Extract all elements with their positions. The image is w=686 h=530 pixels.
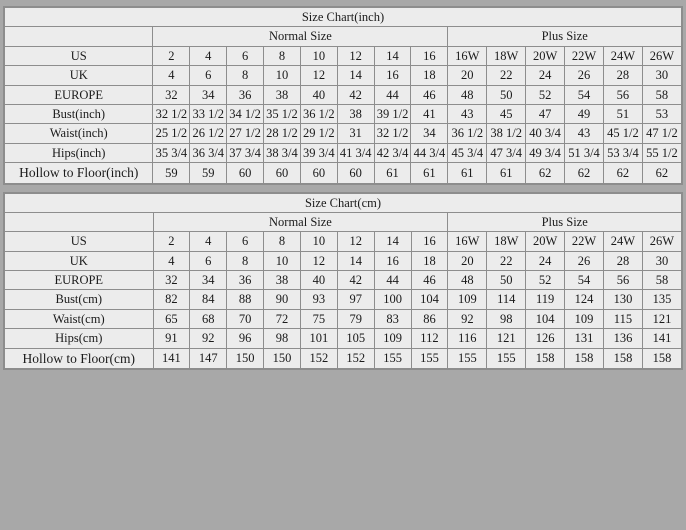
cell: 121 [642, 309, 681, 328]
cell: 28 1/2 [264, 124, 301, 143]
cell: 155 [448, 348, 487, 369]
cell: 105 [337, 329, 374, 348]
cell: 93 [300, 290, 337, 309]
row-label-bust: Bust(cm) [5, 290, 154, 309]
cell: 4 [153, 66, 190, 85]
cell: 121 [487, 329, 526, 348]
row-label-waist: Waist(inch) [5, 124, 153, 143]
row-label-hips: Hips(inch) [5, 143, 153, 162]
cell: 100 [374, 290, 411, 309]
cell: 115 [604, 309, 643, 328]
cell: 135 [642, 290, 681, 309]
cell: 35 1/2 [264, 104, 301, 123]
chart-title: Size Chart(inch) [5, 8, 682, 27]
row-label-hips: Hips(cm) [5, 329, 154, 348]
cell: 30 [642, 66, 681, 85]
cell: 86 [411, 309, 448, 328]
cell: 62 [642, 163, 681, 184]
row-label-europe: EUROPE [5, 85, 153, 104]
table-row [5, 143, 682, 162]
cell: 20 [448, 251, 487, 270]
cell: 25 1/2 [153, 124, 190, 143]
cell: 22W [565, 46, 604, 65]
group-header-normal: Normal Size [153, 27, 448, 46]
cell: 38 [264, 271, 301, 290]
cell: 51 3/4 [565, 143, 604, 162]
table-row [5, 251, 682, 270]
cell: 68 [190, 309, 227, 328]
cell: 124 [565, 290, 604, 309]
cell: 65 [153, 309, 190, 328]
cell: 18W [487, 232, 526, 251]
cell: 8 [227, 66, 264, 85]
cell: 61 [487, 163, 526, 184]
group-header-normal: Normal Size [153, 212, 448, 231]
cell: 54 [565, 85, 604, 104]
cell: 56 [604, 271, 643, 290]
cell: 49 [565, 104, 604, 123]
cell: 22W [565, 232, 604, 251]
cell: 22 [487, 251, 526, 270]
cell: 4 [190, 232, 227, 251]
corner-cell [5, 27, 153, 46]
cell: 26W [642, 46, 681, 65]
table-row [5, 348, 682, 369]
cell: 37 3/4 [227, 143, 264, 162]
cell: 34 [411, 124, 448, 143]
cell: 10 [264, 66, 301, 85]
cell: 48 [448, 271, 487, 290]
cell: 158 [526, 348, 565, 369]
cell: 31 [337, 124, 374, 143]
cell: 4 [153, 251, 190, 270]
cell: 49 3/4 [526, 143, 565, 162]
cell: 53 3/4 [603, 143, 642, 162]
cell: 61 [411, 163, 448, 184]
cell: 51 [603, 104, 642, 123]
cell: 92 [190, 329, 227, 348]
cell: 34 [190, 271, 227, 290]
cell: 109 [565, 309, 604, 328]
cell: 47 [526, 104, 565, 123]
cell: 98 [264, 329, 301, 348]
cell: 16 [374, 66, 411, 85]
cell: 38 1/2 [487, 124, 526, 143]
cell: 126 [526, 329, 565, 348]
table-row [5, 271, 682, 290]
cell: 158 [604, 348, 643, 369]
cell: 60 [300, 163, 337, 184]
cell: 158 [642, 348, 681, 369]
cell: 8 [264, 46, 301, 65]
cell: 16 [374, 251, 411, 270]
cell: 14 [374, 46, 411, 65]
cell: 46 [411, 85, 448, 104]
cell: 136 [604, 329, 643, 348]
cell: 62 [603, 163, 642, 184]
table-row [5, 232, 682, 251]
cell: 109 [374, 329, 411, 348]
row-label-us: US [5, 46, 153, 65]
cell: 14 [374, 232, 411, 251]
row-label-us: US [5, 232, 154, 251]
cell: 43 [448, 104, 487, 123]
cell: 6 [227, 46, 264, 65]
cell: 112 [411, 329, 448, 348]
cell: 40 3/4 [526, 124, 565, 143]
cell: 60 [337, 163, 374, 184]
cell: 62 [565, 163, 604, 184]
cell: 62 [526, 163, 565, 184]
cell: 24W [603, 46, 642, 65]
cell: 88 [227, 290, 264, 309]
cell: 44 3/4 [411, 143, 448, 162]
cell: 48 [448, 85, 487, 104]
table-row [5, 104, 682, 123]
cell: 155 [411, 348, 448, 369]
cell: 141 [642, 329, 681, 348]
cell: 56 [603, 85, 642, 104]
cell: 104 [526, 309, 565, 328]
row-label-hollow-to-floor: Hollow to Floor(cm) [5, 348, 154, 369]
corner-cell [5, 212, 154, 231]
cell: 70 [227, 309, 264, 328]
cell: 34 1/2 [227, 104, 264, 123]
cell: 16W [448, 46, 487, 65]
cell: 40 [300, 85, 337, 104]
cell: 92 [448, 309, 487, 328]
cell: 16 [411, 232, 448, 251]
cell: 32 1/2 [153, 104, 190, 123]
cell: 38 [337, 104, 374, 123]
cell: 32 [153, 271, 190, 290]
cell: 45 3/4 [448, 143, 487, 162]
cell: 119 [526, 290, 565, 309]
cell: 55 1/2 [642, 143, 681, 162]
cell: 155 [374, 348, 411, 369]
cell: 47 3/4 [487, 143, 526, 162]
cell: 20 [448, 66, 487, 85]
table-row [5, 290, 682, 309]
cell: 61 [448, 163, 487, 184]
cell: 36 3/4 [190, 143, 227, 162]
cell: 84 [190, 290, 227, 309]
chart-title-row [5, 8, 682, 27]
cell: 41 3/4 [337, 143, 374, 162]
table-row [5, 329, 682, 348]
cell: 58 [642, 85, 681, 104]
cell: 42 [337, 271, 374, 290]
row-label-hollow-to-floor: Hollow to Floor(inch) [5, 163, 153, 184]
cell: 61 [374, 163, 411, 184]
cell: 150 [264, 348, 301, 369]
cell: 131 [565, 329, 604, 348]
cell: 42 [337, 85, 374, 104]
cell: 36 1/2 [448, 124, 487, 143]
cell: 44 [374, 271, 411, 290]
cell: 6 [190, 251, 227, 270]
cell: 45 1/2 [603, 124, 642, 143]
cell: 28 [604, 251, 643, 270]
cell: 2 [153, 232, 190, 251]
size-chart-cm-block [3, 192, 683, 371]
cell: 10 [300, 232, 337, 251]
cell: 18 [411, 66, 448, 85]
cell: 32 [153, 85, 190, 104]
row-label-bust: Bust(inch) [5, 104, 153, 123]
cell: 158 [565, 348, 604, 369]
table-row [5, 163, 682, 184]
cell: 10 [300, 46, 337, 65]
cell: 50 [487, 85, 526, 104]
cell: 60 [264, 163, 301, 184]
cell: 36 [227, 85, 264, 104]
cell: 12 [300, 251, 337, 270]
cell: 97 [337, 290, 374, 309]
row-label-waist: Waist(cm) [5, 309, 154, 328]
cell: 59 [153, 163, 190, 184]
cell: 147 [190, 348, 227, 369]
cell: 52 [526, 85, 565, 104]
cell: 91 [153, 329, 190, 348]
cell: 104 [411, 290, 448, 309]
cell: 58 [642, 271, 681, 290]
cell: 82 [153, 290, 190, 309]
table-row [5, 46, 682, 65]
size-chart-cm-table [4, 193, 682, 370]
group-header-plus: Plus Size [448, 27, 682, 46]
size-chart-inch-table [4, 7, 682, 184]
group-header-row [5, 212, 682, 231]
cell: 27 1/2 [227, 124, 264, 143]
cell: 41 [411, 104, 448, 123]
chart-title: Size Chart(cm) [5, 193, 682, 212]
cell: 29 1/2 [300, 124, 337, 143]
cell: 96 [227, 329, 264, 348]
cell: 40 [300, 271, 337, 290]
cell: 6 [190, 66, 227, 85]
cell: 152 [337, 348, 374, 369]
cell: 24W [604, 232, 643, 251]
cell: 26 [565, 251, 604, 270]
cell: 52 [526, 271, 565, 290]
cell: 59 [190, 163, 227, 184]
table-row [5, 309, 682, 328]
cell: 35 3/4 [153, 143, 190, 162]
cell: 34 [190, 85, 227, 104]
cell: 101 [300, 329, 337, 348]
size-chart-inch-block [3, 6, 683, 185]
cell: 20W [526, 46, 565, 65]
cell: 42 3/4 [374, 143, 411, 162]
cell: 18W [487, 46, 526, 65]
cell: 155 [487, 348, 526, 369]
cell: 45 [487, 104, 526, 123]
cell: 98 [487, 309, 526, 328]
row-label-uk: UK [5, 251, 154, 270]
cell: 109 [448, 290, 487, 309]
cell: 46 [411, 271, 448, 290]
cell: 6 [227, 232, 264, 251]
cell: 12 [300, 66, 337, 85]
cell: 152 [300, 348, 337, 369]
cell: 47 1/2 [642, 124, 681, 143]
chart-title-row [5, 193, 682, 212]
table-row [5, 66, 682, 85]
cell: 20W [526, 232, 565, 251]
cell: 8 [227, 251, 264, 270]
cell: 39 3/4 [300, 143, 337, 162]
cell: 75 [300, 309, 337, 328]
cell: 79 [337, 309, 374, 328]
cell: 90 [264, 290, 301, 309]
cell: 2 [153, 46, 190, 65]
cell: 43 [565, 124, 604, 143]
cell: 26 1/2 [190, 124, 227, 143]
row-label-uk: UK [5, 66, 153, 85]
table-row [5, 124, 682, 143]
cell: 38 [264, 85, 301, 104]
cell: 36 1/2 [300, 104, 337, 123]
cell: 16W [448, 232, 487, 251]
cell: 141 [153, 348, 190, 369]
cell: 130 [604, 290, 643, 309]
cell: 30 [642, 251, 681, 270]
cell: 16 [411, 46, 448, 65]
cell: 8 [264, 232, 301, 251]
group-header-plus: Plus Size [448, 212, 682, 231]
row-label-europe: EUROPE [5, 271, 154, 290]
cell: 33 1/2 [190, 104, 227, 123]
cell: 150 [227, 348, 264, 369]
cell: 44 [374, 85, 411, 104]
cell: 12 [337, 232, 374, 251]
cell: 12 [337, 46, 374, 65]
cell: 24 [526, 251, 565, 270]
cell: 28 [603, 66, 642, 85]
group-header-row [5, 27, 682, 46]
cell: 38 3/4 [264, 143, 301, 162]
cell: 36 [227, 271, 264, 290]
cell: 10 [264, 251, 301, 270]
cell: 32 1/2 [374, 124, 411, 143]
cell: 26W [642, 232, 681, 251]
cell: 22 [487, 66, 526, 85]
cell: 39 1/2 [374, 104, 411, 123]
cell: 60 [227, 163, 264, 184]
cell: 53 [642, 104, 681, 123]
cell: 14 [337, 251, 374, 270]
cell: 18 [411, 251, 448, 270]
cell: 4 [190, 46, 227, 65]
cell: 72 [264, 309, 301, 328]
cell: 54 [565, 271, 604, 290]
cell: 50 [487, 271, 526, 290]
cell: 24 [526, 66, 565, 85]
table-row [5, 85, 682, 104]
cell: 14 [337, 66, 374, 85]
cell: 83 [374, 309, 411, 328]
cell: 114 [487, 290, 526, 309]
cell: 116 [448, 329, 487, 348]
cell: 26 [565, 66, 604, 85]
